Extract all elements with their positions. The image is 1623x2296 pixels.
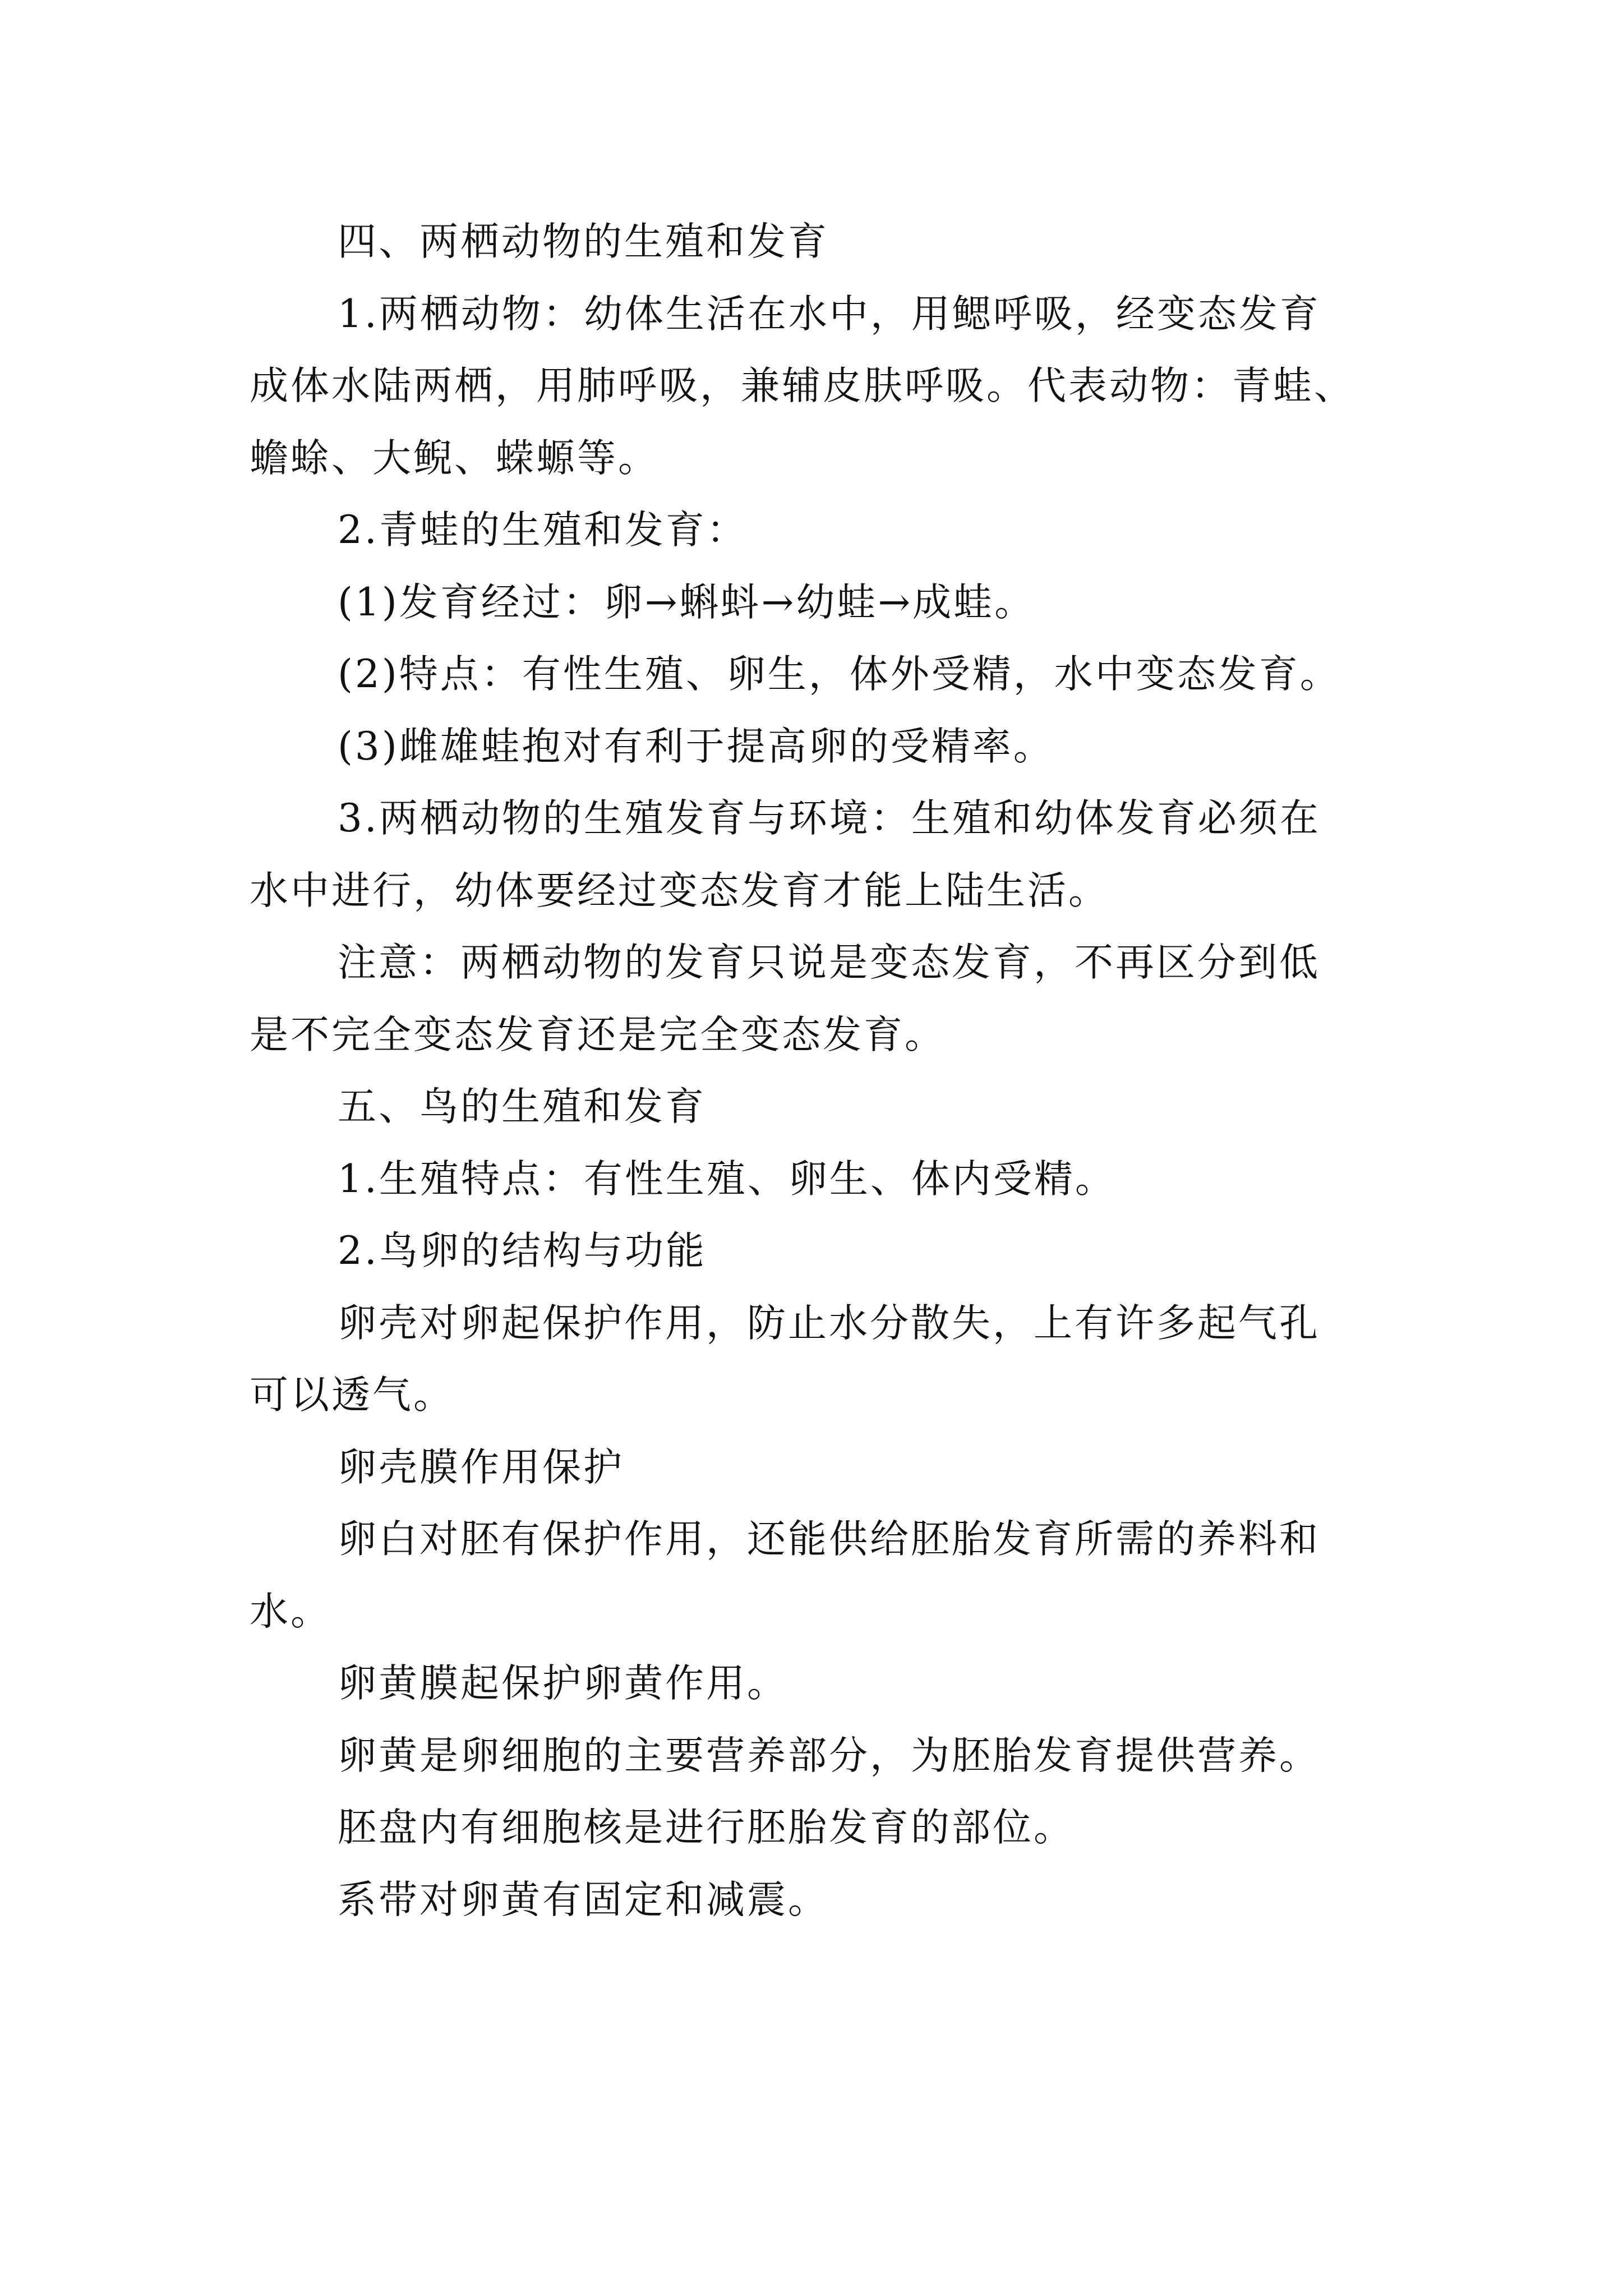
paragraph-line: 2.鸟卵的结构与功能 (338, 1228, 707, 1273)
paragraph-line: 卵黄膜起保护卵黄作用。 (338, 1661, 788, 1706)
note-line: 注意：两栖动物的发育只说是变态发育，不再区分到低 (338, 940, 1320, 985)
paragraph-line: 蟾蜍、大鲵、蝾螈等。 (250, 435, 659, 481)
paragraph-line: 卵壳对卵起保护作用，防止水分散失，上有许多起气孔 (338, 1300, 1320, 1346)
paragraph-line: 卵白对胚有保护作用，还能供给胚胎发育所需的养料和 (338, 1517, 1320, 1562)
paragraph-line: 水中进行，幼体要经过变态发育才能上陆生活。 (250, 868, 1109, 913)
paragraph-line: 卵黄是卵细胞的主要营养部分，为胚胎发育提供营养。 (338, 1733, 1320, 1778)
paragraph-line: 3.两栖动物的生殖发育与环境：生殖和幼体发育必须在 (338, 796, 1321, 841)
paragraph-line: 卵壳膜作用保护 (338, 1444, 624, 1490)
section-heading-birds: 五、鸟的生殖和发育 (338, 1084, 706, 1129)
paragraph-line: 1.两栖动物：幼体生活在水中，用鳃呼吸，经变态发育 (338, 291, 1321, 337)
paragraph-line: 可以透气。 (250, 1373, 454, 1418)
section-heading-amphibians: 四、两栖动物的生殖和发育 (338, 219, 829, 264)
list-item: (1)发育经过：卵→蝌蚪→幼蛙→成蛙。 (338, 579, 1036, 625)
paragraph-line: 1.生殖特点：有性生殖、卵生、体内受精。 (338, 1156, 1116, 1202)
paragraph-line: 系带对卵黄有固定和减震。 (338, 1877, 829, 1922)
document-body (250, 206, 1399, 1936)
paragraph-line: 成体水陆两栖，用肺呼吸，兼辅皮肤呼吸。代表动物：青蛙、 (250, 364, 1355, 408)
paragraph-line: 2.青蛙的生殖和发育： (338, 508, 748, 553)
paragraph-line: 水。 (250, 1589, 331, 1634)
paragraph-line: 胚盘内有细胞核是进行胚胎发育的部位。 (338, 1805, 1075, 1850)
list-item: (2)特点：有性生殖、卵生，体外受精，水中变态发育。 (338, 652, 1341, 697)
list-item: (3)雌雄蛙抱对有利于提高卵的受精率。 (338, 724, 1054, 769)
note-line: 是不完全变态发育还是完全变态发育。 (250, 1012, 946, 1057)
